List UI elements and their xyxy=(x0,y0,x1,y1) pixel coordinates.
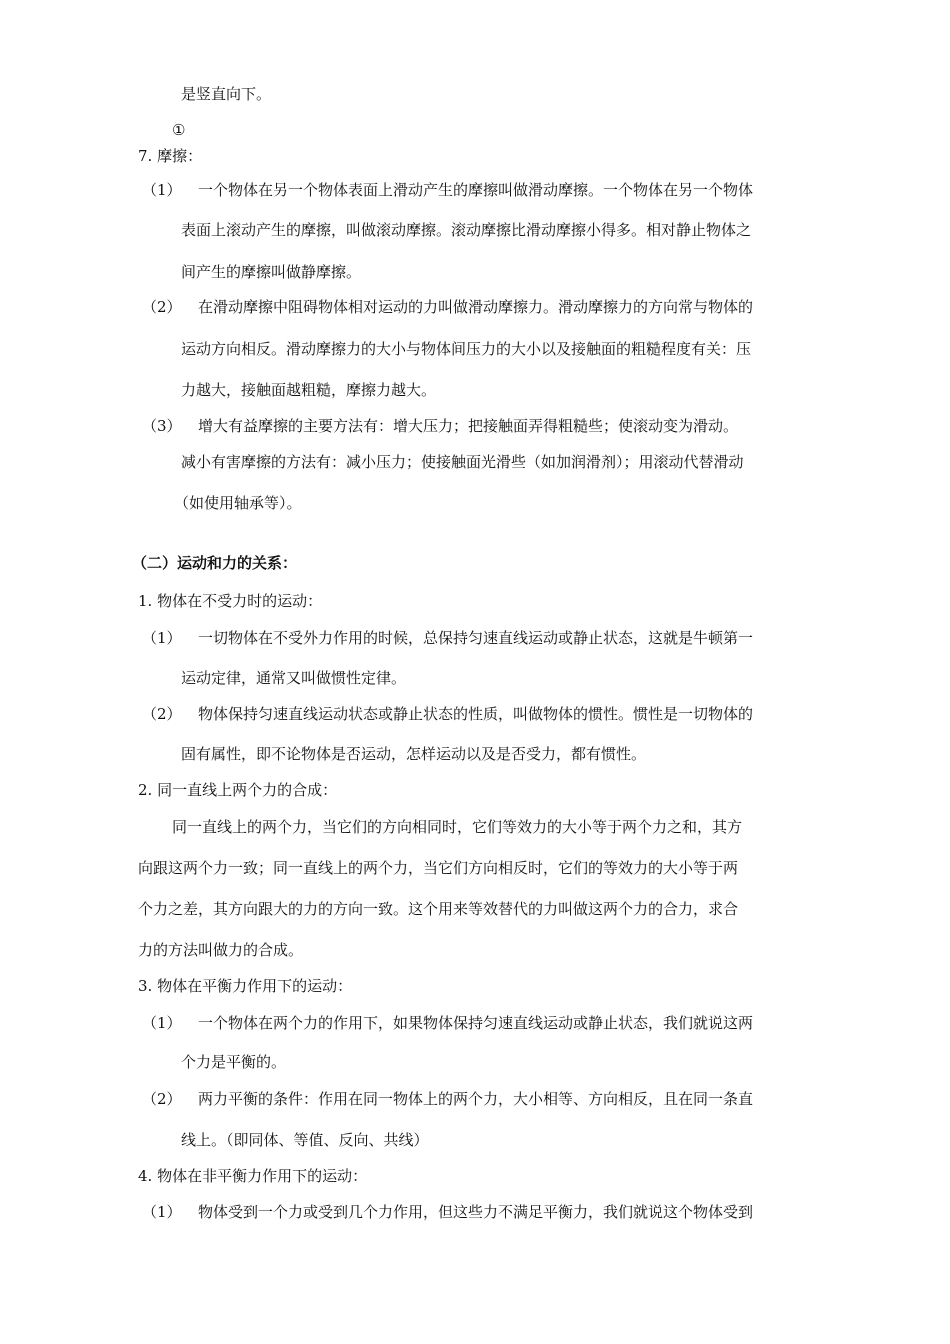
item-number: （2） xyxy=(142,705,182,723)
circled-number: ① xyxy=(172,121,186,139)
item-number: （2） xyxy=(142,1090,182,1108)
text-line: （如使用轴承等）。 xyxy=(174,494,302,512)
text-line: 是竖直向下。 xyxy=(181,85,272,103)
text-line: 向跟这两个力一致；同一直线上的两个力，当它们方向相反时，它们的等效力的大小等于两 xyxy=(138,859,739,877)
item-number: （1） xyxy=(142,181,182,199)
section-heading: 3. 物体在平衡力作用下的运动： xyxy=(138,977,353,995)
text-line: 力越大，接触面越粗糙，摩擦力越大。 xyxy=(181,381,437,399)
text-line: 同一直线上的两个力，当它们的方向相同时，它们等效力的大小等于两个力之和，其方 xyxy=(172,818,743,836)
text-line: 物体受到一个力或受到几个力作用，但这些力不满足平衡力，我们就说这个物体受到 xyxy=(198,1203,754,1221)
text-line: 个力是平衡的。 xyxy=(181,1053,287,1071)
section-heading: 7. 摩擦： xyxy=(138,147,203,165)
text-line: 间产生的摩擦叫做静摩擦。 xyxy=(181,263,362,281)
text-line: 两力平衡的条件：作用在同一物体上的两个力，大小相等、方向相反，且在同一条直 xyxy=(198,1090,754,1108)
text-line: 运动方向相反。滑动摩擦力的大小与物体间压力的大小以及接触面的粗糙程度有关：压 xyxy=(181,340,752,358)
section-heading: 1. 物体在不受力时的运动： xyxy=(138,592,323,610)
item-number: （1） xyxy=(142,1203,182,1221)
text-line: 一个物体在两个力的作用下，如果物体保持匀速直线运动或静止状态，我们就说这两 xyxy=(198,1014,754,1032)
text-line: 个力之差，其方向跟大的力的方向一致。这个用来等效替代的力叫做这两个力的合力，求合 xyxy=(138,900,739,918)
text-line: 力的方法叫做力的合成。 xyxy=(138,941,304,959)
text-line: 物体保持匀速直线运动状态或静止状态的性质，叫做物体的惯性。惯性是一切物体的 xyxy=(198,705,754,723)
text-line: 表面上滚动产生的摩擦，叫做滚动摩擦。滚动摩擦比滑动摩擦小得多。相对静止物体之 xyxy=(181,221,752,239)
text-line: 一个物体在另一个物体表面上滑动产生的摩擦叫做滑动摩擦。一个物体在另一个物体 xyxy=(198,181,754,199)
text-line: 线上。（即同体、等值、反向、共线） xyxy=(181,1131,429,1149)
item-number: （1） xyxy=(142,629,182,647)
section-heading: 4. 物体在非平衡力作用下的运动： xyxy=(138,1167,368,1185)
text-line: 减小有害摩擦的方法有：减小压力；使接触面光滑些（如加润滑剂）；用滚动代替滑动 xyxy=(181,453,744,471)
chapter-heading: （二）运动和力的关系： xyxy=(132,554,298,572)
text-line: 运动定律，通常又叫做惯性定律。 xyxy=(181,669,407,687)
text-line: 增大有益摩擦的主要方法有：增大压力；把接触面弄得粗糙些；使滚动变为滑动。 xyxy=(198,417,739,435)
text-line: 在滑动摩擦中阻碍物体相对运动的力叫做滑动摩擦力。滑动摩擦力的方向常与物体的 xyxy=(198,298,754,316)
section-heading: 2. 同一直线上两个力的合成： xyxy=(138,781,338,799)
text-line: 固有属性，即不论物体是否运动，怎样运动以及是否受力，都有惯性。 xyxy=(181,745,647,763)
item-number: （1） xyxy=(142,1014,182,1032)
item-number: （3） xyxy=(142,417,182,435)
text-line: 一切物体在不受外力作用的时候，总保持匀速直线运动或静止状态，这就是牛顿第一 xyxy=(198,629,754,647)
item-number: （2） xyxy=(142,298,182,316)
